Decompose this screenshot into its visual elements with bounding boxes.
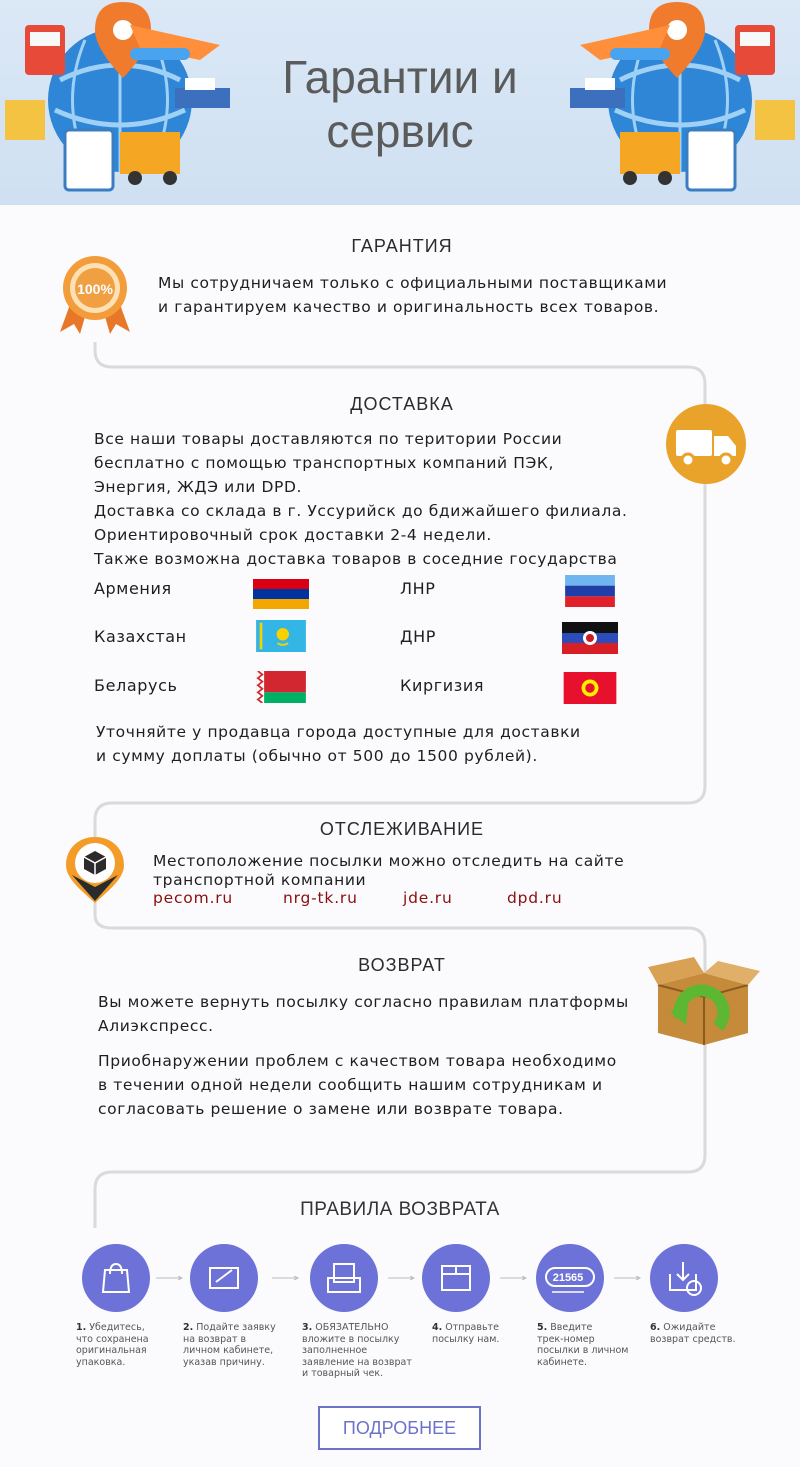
step-num: 5.	[537, 1322, 548, 1333]
guarantee-line2: и гарантируем качество и оригинальность всех товаров.	[158, 298, 660, 316]
country-dnr: ДНР	[400, 627, 436, 646]
country-lnr: ЛНР	[400, 579, 436, 598]
step-line: заявление на возврат	[302, 1356, 412, 1368]
page-title-line2: сервис	[326, 105, 474, 157]
step-line: оригинальная	[76, 1345, 147, 1356]
parcel-icon	[422, 1244, 490, 1312]
lnr-flag-icon	[562, 575, 618, 607]
step-line: возврат средств.	[650, 1333, 736, 1345]
kazakhstan-flag-icon	[253, 620, 309, 652]
badge-percent: 100%	[77, 281, 113, 297]
country-armenia: Армения	[94, 579, 172, 598]
dnr-flag-icon	[562, 622, 618, 654]
step-num: 6.	[650, 1322, 661, 1333]
step-arrow	[156, 1276, 186, 1280]
step-line: заполненное	[302, 1345, 368, 1356]
quality-badge-icon	[52, 254, 138, 334]
step-2-text	[183, 1322, 293, 1368]
delivery-note-line1: Уточняйте у продавца города доступные для доставки	[96, 723, 581, 741]
step-6-circle	[650, 1244, 718, 1312]
step-line: кабинете.	[537, 1356, 588, 1368]
belarus-flag-icon	[253, 671, 309, 703]
step-line: посылки в личном	[537, 1345, 629, 1356]
link-nrg-tk[interactable]: nrg-tk.ru	[283, 889, 358, 907]
shopping-bag-icon	[82, 1244, 150, 1312]
step-arrow	[388, 1276, 418, 1280]
tracking-title: ОТСЛЕЖИВАНИЕ	[319, 819, 485, 839]
step-4-text	[432, 1322, 542, 1345]
page-title	[0, 50, 800, 158]
step-3-text	[302, 1322, 412, 1380]
step-num: 3.	[302, 1322, 313, 1333]
step-1-circle	[82, 1244, 150, 1312]
armenia-flag-icon	[253, 578, 309, 610]
link-jde[interactable]: jde.ru	[403, 889, 453, 907]
step-1-text	[76, 1322, 186, 1368]
step-arrow	[500, 1276, 530, 1280]
step-arrow	[272, 1276, 302, 1280]
step-line: вложите в посылку	[302, 1333, 400, 1345]
delivery-note	[96, 720, 656, 768]
country-kazakhstan: Казахстан	[94, 627, 187, 646]
more-details-button[interactable]: ПОДРОБНЕЕ	[318, 1406, 481, 1450]
delivery-title: ДОСТАВКА	[350, 394, 454, 414]
returns-p2-line3: согласовать решение о замене или возврате товара.	[98, 1100, 564, 1118]
returns-p2-line1: Приобнаружении проблем с качеством товара необходимо	[98, 1052, 617, 1070]
delivery-line: Доставка со склада в г. Уссурийск до бдижайшего филиала.	[94, 502, 628, 520]
step-num: 4.	[432, 1322, 443, 1333]
form-edit-icon	[190, 1244, 258, 1312]
step-2-circle	[190, 1244, 258, 1312]
delivery-line: Все наши товары доставляются по територии России	[94, 430, 563, 448]
step-line: трек-номер	[537, 1333, 595, 1345]
delivery-line: Энергия, ЖДЭ или DPD.	[94, 478, 303, 496]
step-line: что сохранена	[76, 1333, 149, 1345]
guarantee-line1: Мы сотрудничаем только с официальными поставщиками	[158, 274, 668, 292]
step-line: и товарный чек.	[302, 1368, 384, 1379]
track-number: 21565	[552, 1272, 584, 1284]
page-title-line1: Гарантии и	[282, 51, 518, 103]
step-line: на возврат в	[183, 1333, 247, 1345]
refund-icon	[650, 1244, 718, 1312]
tracking-line1: Местоположение посылки можно отследить на сайте	[153, 852, 625, 870]
rules-title: ПРАВИЛА ВОЗВРАТА	[300, 1199, 500, 1220]
location-box-icon	[64, 835, 126, 905]
delivery-text	[94, 427, 664, 571]
step-line: личном кабинете,	[183, 1345, 274, 1356]
step-line: посылку нам.	[432, 1333, 500, 1345]
truck-icon	[666, 404, 746, 484]
step-3-circle	[310, 1244, 378, 1312]
guarantee-text	[158, 271, 718, 319]
delivery-line: бесплатно с помощью транспортных компаний ПЭК,	[94, 454, 555, 472]
step-5-circle	[536, 1244, 604, 1312]
document-box-icon	[310, 1244, 378, 1312]
step-line: указав причину.	[183, 1356, 265, 1368]
step-line: Убедитесь,	[89, 1322, 145, 1333]
track-number-icon	[536, 1244, 604, 1312]
tracking-line2: транспортной компании	[153, 871, 367, 889]
returns-p1-line2: Алиэкспресс.	[98, 1017, 214, 1035]
returns-title: ВОЗВРАТ	[358, 955, 446, 975]
step-4-circle	[422, 1244, 490, 1312]
return-box-icon	[648, 955, 760, 1047]
step-line: Введите	[550, 1322, 593, 1333]
delivery-note-line2: и сумму доплаты (обычно от 500 до 1500 рублей).	[96, 747, 538, 765]
guarantee-title: ГАРАНТИЯ	[351, 236, 453, 256]
step-line: Ожидайте	[663, 1322, 716, 1333]
step-num: 1.	[76, 1322, 87, 1333]
tracking-text	[153, 852, 673, 890]
link-dpd[interactable]: dpd.ru	[507, 889, 563, 907]
delivery-line: Ориентировочный срок доставки 2-4 недели.	[94, 526, 492, 544]
step-6-text	[650, 1322, 760, 1345]
step-line: упаковка.	[76, 1356, 126, 1368]
returns-p1-line1: Вы можете вернуть посылку согласно правилам платформы	[98, 993, 629, 1011]
step-5-text	[537, 1322, 647, 1368]
step-num: 2.	[183, 1322, 194, 1333]
country-belarus: Беларусь	[94, 676, 178, 695]
step-line: ОБЯЗАТЕЛЬНО	[315, 1322, 389, 1333]
kyrgyzstan-flag-icon	[562, 672, 618, 704]
delivery-line: Также возможна доставка товаров в соседние государства	[94, 550, 618, 568]
country-kyrgyzstan: Киргизия	[400, 676, 485, 695]
step-arrow	[614, 1276, 644, 1280]
returns-p2-line2: в течении одной недели сообщить нашим сотрудникам и	[98, 1076, 603, 1094]
link-pecom[interactable]: pecom.ru	[153, 889, 234, 907]
step-line: Подайте заявку	[196, 1322, 276, 1333]
returns-text-1	[98, 990, 658, 1038]
returns-text-2	[98, 1049, 658, 1121]
step-line: Отправьте	[445, 1322, 499, 1333]
